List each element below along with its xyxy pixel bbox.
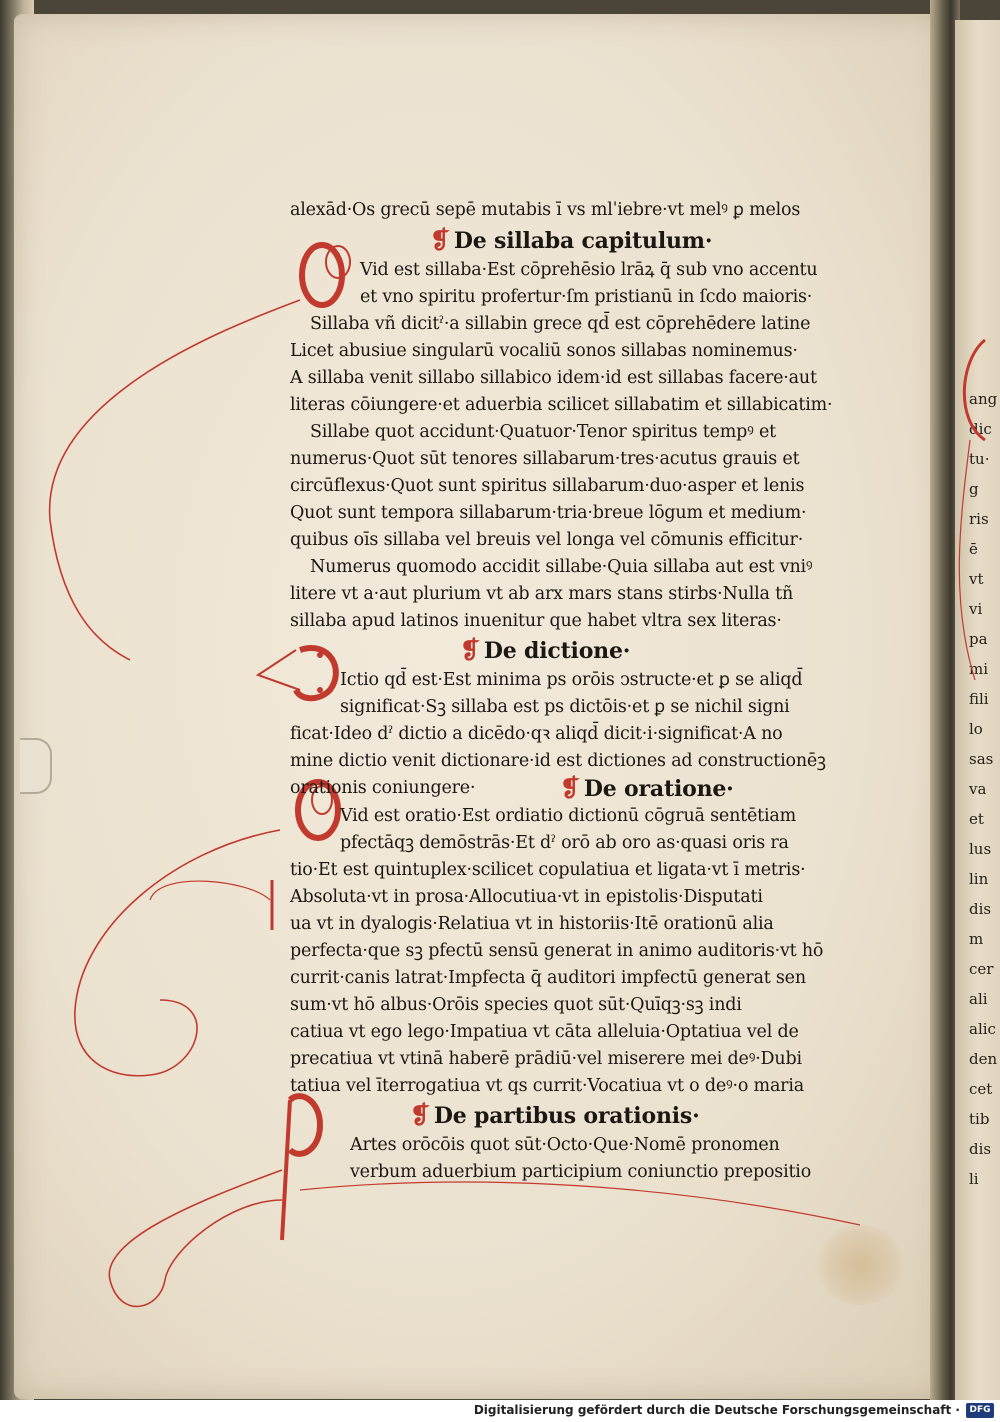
facing-page-fragment: vi bbox=[969, 600, 983, 618]
text-line bbox=[310, 555, 812, 579]
facing-page-fragment: va bbox=[969, 780, 987, 798]
facing-page-fragment: fili bbox=[969, 690, 989, 708]
facing-page-fragment: li bbox=[969, 1170, 979, 1188]
rubric-mark: ❡ bbox=[430, 225, 450, 254]
line-text: Vid est sillaba·Est cōprehēsio lrāꝝ q̄ sub vno accentu bbox=[360, 260, 818, 280]
text-line bbox=[340, 804, 796, 828]
facing-page-fragment: ris bbox=[969, 510, 989, 528]
text-line bbox=[350, 1160, 811, 1184]
text-line bbox=[290, 966, 806, 990]
text-line bbox=[360, 258, 817, 282]
facing-page-fragment: cer bbox=[969, 960, 994, 978]
text-line bbox=[290, 993, 742, 1017]
dfg-logo: DFG bbox=[966, 1403, 994, 1418]
facing-page-fragment: cet bbox=[969, 1080, 993, 1098]
text-line bbox=[290, 749, 826, 773]
facing-page-fragment: sas bbox=[969, 750, 994, 768]
facing-page-edge bbox=[955, 20, 1000, 1400]
text-line bbox=[360, 285, 812, 309]
line-text: De dictione· bbox=[483, 638, 631, 664]
text-line bbox=[290, 912, 774, 936]
text-line bbox=[290, 447, 799, 471]
line-text: De sillaba capitulum· bbox=[453, 228, 713, 254]
text-line bbox=[290, 1047, 802, 1071]
facing-page-fragment: alic bbox=[969, 1020, 996, 1038]
rubric-mark: ❡ bbox=[560, 773, 580, 802]
facing-page-fragment: lo bbox=[969, 720, 983, 738]
facing-page-fragment: pa bbox=[969, 630, 988, 648]
text-line bbox=[340, 668, 802, 692]
line-text: quibus oīs sillaba vel breuis vel longa vel cōmunis efficitur· bbox=[290, 530, 804, 550]
text-line bbox=[290, 528, 803, 552]
line-text: mine dictio venit dictionare·id est dictiones ad constructionēꝫ bbox=[290, 751, 826, 771]
facing-page-fragment: ē bbox=[969, 540, 978, 558]
section-heading bbox=[460, 635, 631, 664]
line-text: et vno spiritu profertur·ſm pristianū in ſcdo maioris· bbox=[360, 287, 813, 307]
line-text: Absoluta·vt in prosa·Allocutiua·vt in epistolis·Disputati bbox=[290, 887, 763, 907]
line-text: perfecta·que sꝫ pfectū sensū generat in animo auditoris·vt hō bbox=[290, 941, 824, 961]
facing-page-fragment: dis bbox=[969, 900, 992, 918]
text-line bbox=[290, 501, 806, 525]
facing-page-fragment: dic bbox=[969, 420, 992, 438]
facing-page-fragment: lin bbox=[969, 870, 989, 888]
line-text: circūflexus·Quot sunt spiritus sillabarum·duo·asper et lenis bbox=[290, 476, 805, 496]
section-heading bbox=[410, 1100, 700, 1129]
line-text: tatiua vel īterrogatiua vt qs currit·Vocatiua vt o deꝰ·o maria bbox=[290, 1076, 804, 1096]
text-line bbox=[290, 1074, 804, 1098]
line-text: De partibus orationis· bbox=[433, 1103, 700, 1129]
line-text: Ictio qd̄ est·Est minima ps orōis ↄstructe·et ꝑ se aliqd̄ bbox=[340, 670, 803, 690]
text-line bbox=[290, 858, 805, 882]
line-text: currit·canis latrat·Impfecta q̄ auditori impfectū generat sen bbox=[290, 968, 806, 988]
line-text: A sillaba venit sillabo sillabico idem·id est sillabas facere·aut bbox=[290, 368, 817, 388]
text-line bbox=[290, 776, 475, 800]
line-text: significat·Sꝫ sillaba est ps dictōis·et ꝑ se nichil signi bbox=[340, 697, 790, 717]
line-text: ua vt in dyalogis·Relatiua vt in historiis·Itē orationū alia bbox=[290, 914, 774, 934]
text-line bbox=[290, 1020, 799, 1044]
line-text: De oratione· bbox=[583, 776, 734, 802]
footer-bar bbox=[0, 1400, 1000, 1422]
line-text: numerus·Quot sūt tenores sillabarum·tres·acutus grauis et bbox=[290, 449, 800, 469]
text-line bbox=[290, 393, 832, 417]
text-line bbox=[340, 695, 790, 719]
facing-page-fragment: tib bbox=[969, 1110, 990, 1128]
text-line bbox=[290, 339, 798, 363]
line-text: literas cōiungere·et aduerbia scilicet sillabatim et sillabicatim· bbox=[290, 395, 833, 415]
line-text: pfectāqꝫ demōstrās·Et dˀ orō ab oro as·quasi oris ra bbox=[340, 833, 789, 853]
line-text: Artes orōcōis quot sūt·Octo·Que·Nomē pronomen bbox=[350, 1135, 780, 1155]
text-line bbox=[310, 312, 810, 336]
footer-credit: Digitalisierung gefördert durch die Deutsche Forschungsgemeinschaft · bbox=[473, 1403, 960, 1417]
section-heading bbox=[560, 773, 734, 802]
facing-page-fragment: vt bbox=[969, 570, 984, 588]
facing-page-fragment: den bbox=[969, 1050, 998, 1068]
text-line bbox=[290, 582, 793, 606]
line-text: Numerus quomodo accidit sillabe·Quia sillaba aut est vniꝰ bbox=[310, 557, 813, 577]
text-line bbox=[290, 885, 763, 909]
section-heading bbox=[430, 225, 713, 254]
text-line bbox=[340, 831, 789, 855]
facing-page-fragment: dis bbox=[969, 1140, 992, 1158]
line-text: tio·Et est quintuplex·scilicet copulatiua et ligata·vt ī metris· bbox=[290, 860, 806, 880]
line-text: alexād·Os grecū sepē mutabis ī vs mlˈiebre·vt melꝰ ꝑ melos bbox=[290, 200, 801, 220]
facing-page-fragment: ali bbox=[969, 990, 988, 1008]
line-text: Vid est oratio·Est ordiatio dictionū cōgruā sentētiam bbox=[340, 806, 796, 826]
facing-page-fragment: et bbox=[969, 810, 984, 828]
text-line bbox=[310, 420, 776, 444]
line-text: verbum aduerbium participium coniunctio prepositio bbox=[350, 1162, 812, 1182]
page-clip bbox=[20, 738, 52, 794]
facing-page-fragment: tu· bbox=[969, 450, 990, 468]
text-line bbox=[350, 1133, 780, 1157]
line-text: Sillaba vñ dicitˀ·a sillabin grece qd̄ est cōprehēdere latine bbox=[310, 314, 811, 334]
line-text: sum·vt hō albus·Orōis species quot sūt·Quīqꝫ·sꝫ indi bbox=[290, 995, 742, 1015]
line-text: orationis coniungere· bbox=[290, 778, 476, 798]
line-text: catiua vt ego lego·Impatiua vt cāta alleluia·Optatiua vel de bbox=[290, 1022, 799, 1042]
facing-page-fragment: ang bbox=[969, 390, 998, 408]
line-text: precatiua vt vtinā haberē prādiū·vel miserere mei deꝰ·Dubi bbox=[290, 1049, 802, 1069]
text-line bbox=[290, 939, 823, 963]
rubric-mark: ❡ bbox=[460, 635, 480, 664]
facing-page-fragment: g bbox=[969, 480, 979, 498]
facing-page-fragment: m bbox=[969, 930, 984, 948]
line-text: ficat·Ideo dˀ dictio a dicēdo·qꝛ aliqd̄ dicit·i·significat·A no bbox=[290, 724, 783, 744]
paper-stain bbox=[815, 1225, 905, 1305]
text-line bbox=[290, 474, 804, 498]
rubric-mark: ❡ bbox=[410, 1100, 430, 1129]
text-line bbox=[290, 366, 817, 390]
text-line bbox=[290, 722, 783, 746]
line-text: sillaba apud latinos inuenitur que habet vltra sex literas· bbox=[290, 611, 782, 631]
text-line bbox=[290, 609, 782, 633]
line-text: Quot sunt tempora sillabarum·tria·breue lōgum et medium· bbox=[290, 503, 807, 523]
line-text: litere vt a·aut plurium vt ab arx mars stans stirbs·Nulla tñ bbox=[290, 584, 794, 604]
line-text: Licet abusiue singularū vocaliū sonos sillabas nominemus· bbox=[290, 341, 798, 361]
facing-page-fragment: lus bbox=[969, 840, 992, 858]
facing-page-fragment: mi bbox=[969, 660, 989, 678]
line-text: Sillabe quot accidunt·Quatuor·Tenor spiritus tempꝰ et bbox=[310, 422, 776, 442]
text-line bbox=[290, 198, 800, 222]
